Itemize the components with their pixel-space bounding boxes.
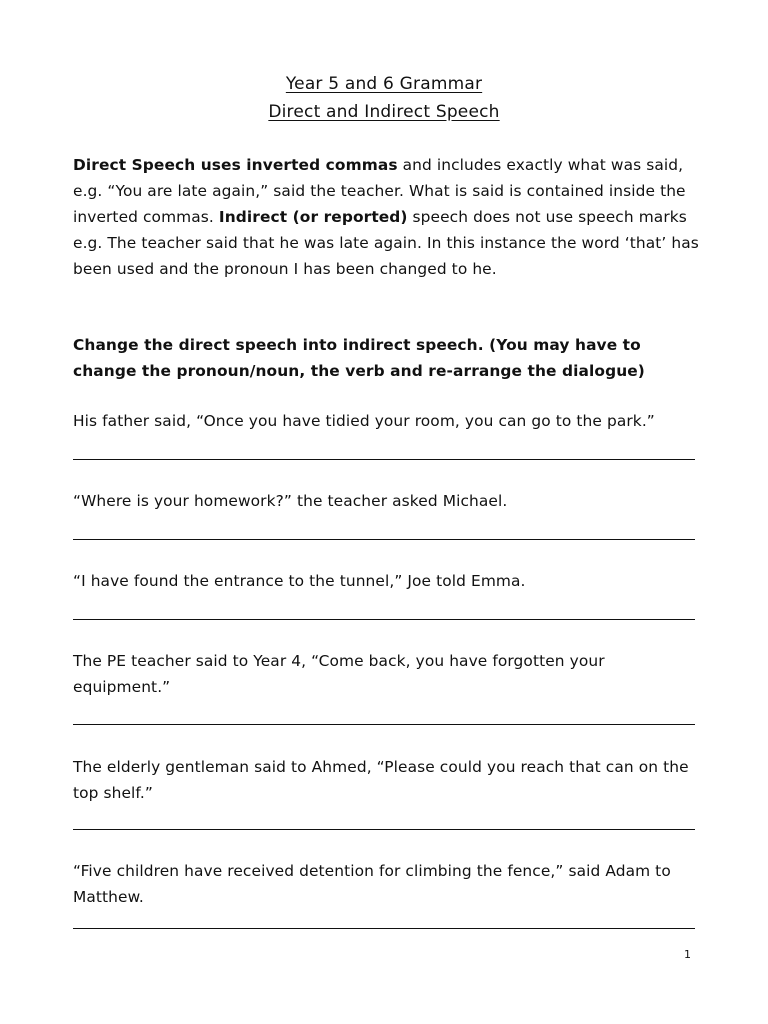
indirect-speech-explanation: speech does not use speech marks e.g. The teacher said that he was late again. In this instance the word ‘that’ has been used and the pronoun I has been changed to he. [73, 208, 699, 278]
question-1: His father said, “Once you have tidied your room, you can go to the park.” [73, 412, 655, 430]
answer-line-4[interactable] [73, 724, 695, 725]
question-4: The PE teacher said to Year 4, “Come back, you have forgotten your equipment.” [73, 652, 605, 696]
page-number: 1 [684, 948, 691, 961]
question-5: The elderly gentleman said to Ahmed, “Please could you reach that can on the top shelf.” [73, 758, 689, 802]
question-6: “Five children have received detention for climbing the fence,” said Adam to Matthew. [73, 862, 671, 906]
indirect-speech-term: Indirect (or reported) [218, 208, 408, 226]
question-2: “Where is your homework?” the teacher asked Michael. [73, 492, 508, 510]
answer-line-2[interactable] [73, 539, 695, 540]
direct-speech-definition: Direct Speech uses inverted commas [73, 156, 398, 174]
answer-line-3[interactable] [73, 619, 695, 620]
answer-line-5[interactable] [73, 829, 695, 830]
exercise-instructions: Change the direct speech into indirect speech. (You may have to change the pronoun/noun, the verb and re-arrange the dialogue) [73, 336, 645, 380]
worksheet-title: Year 5 and 6 Grammar [285, 74, 483, 94]
worksheet-subtitle: Direct and Indirect Speech [268, 102, 500, 122]
question-3: “I have found the entrance to the tunnel,” Joe told Emma. [73, 572, 526, 590]
intro-paragraph [73, 152, 703, 282]
answer-line-1[interactable] [73, 459, 695, 460]
answer-line-6[interactable] [73, 928, 695, 929]
direct-speech-explanation: and includes exactly what was said, e.g. “You are late again,” said the teacher. What is said is contained inside the inverted commas. [73, 156, 686, 226]
